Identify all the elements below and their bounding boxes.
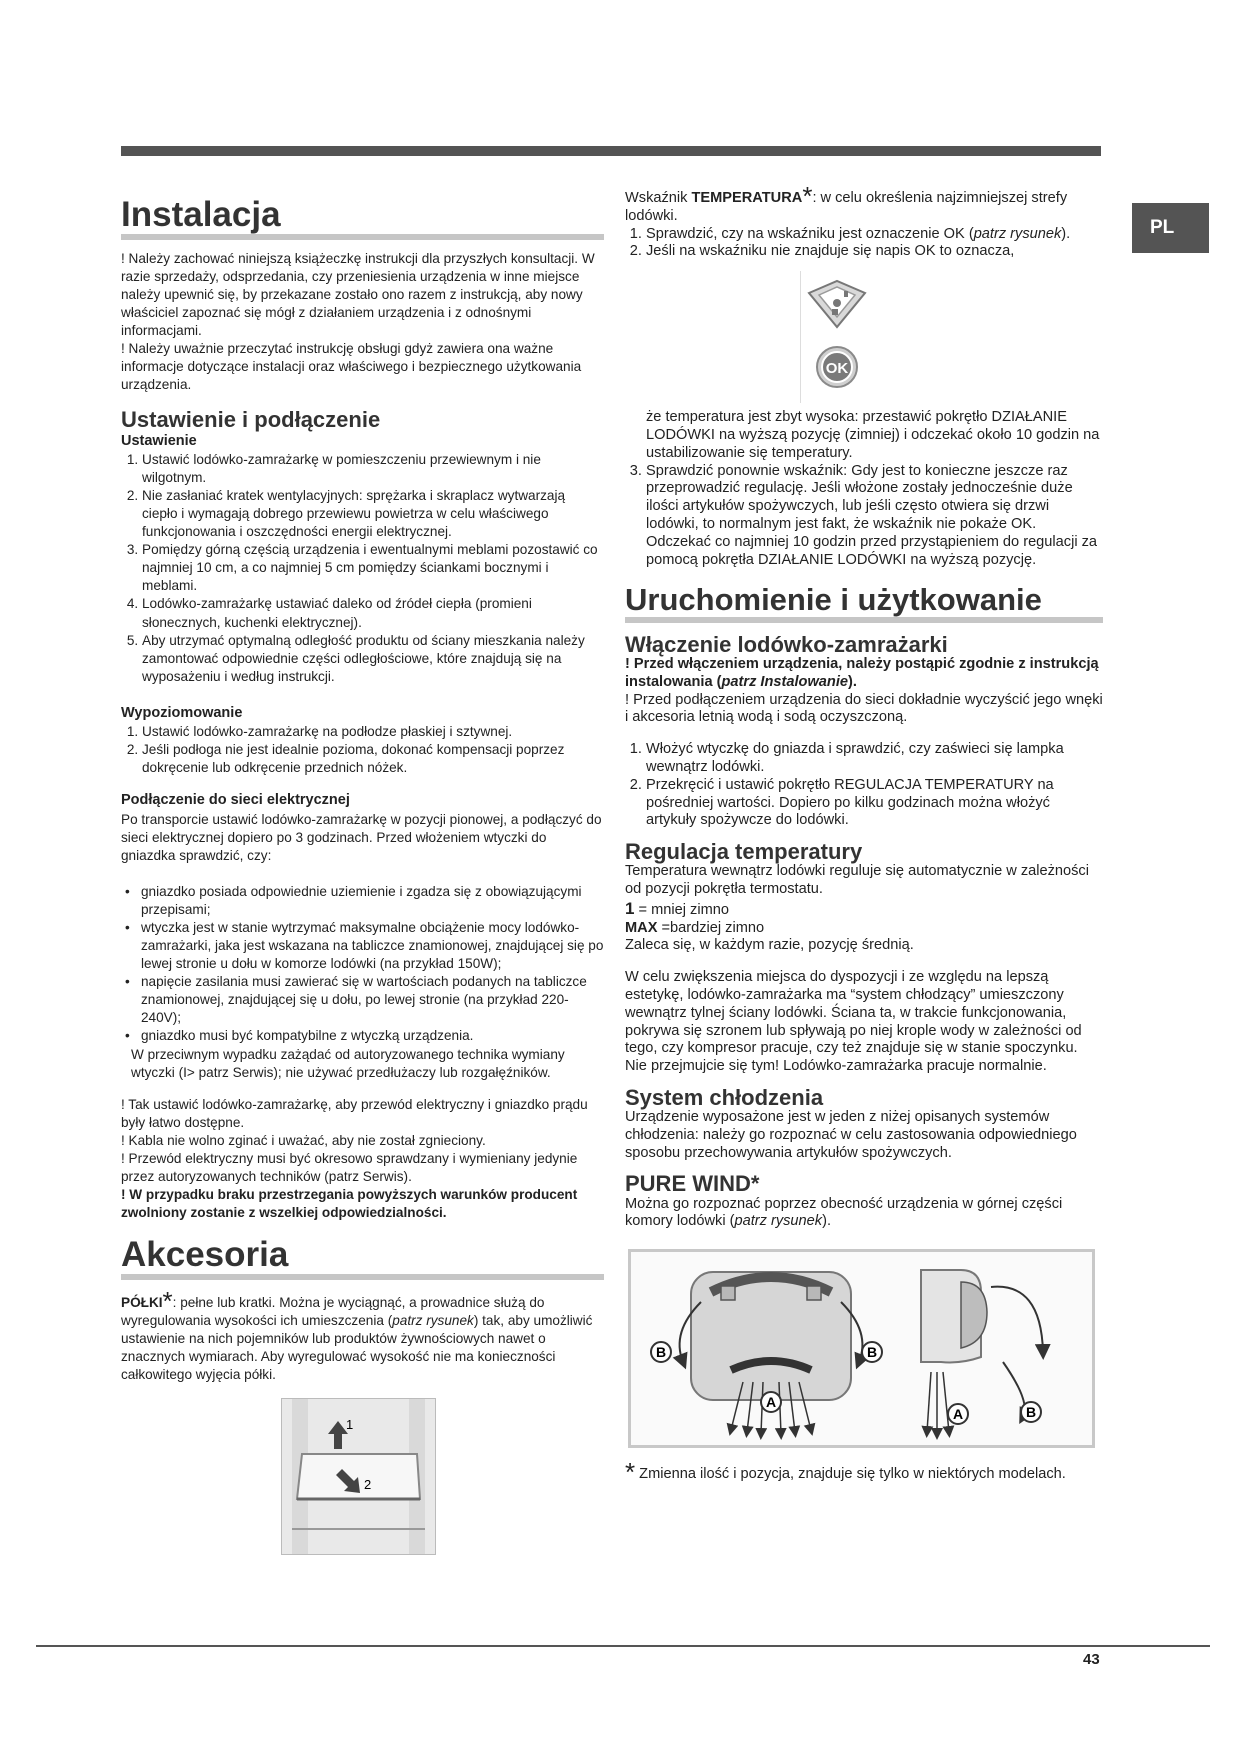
section-title-instalacja: Instalacja <box>121 196 604 240</box>
heading-regulacja: Regulacja temperatury <box>625 839 863 865</box>
asterisk: * <box>625 1457 636 1488</box>
label-b-left: B <box>655 1344 667 1361</box>
heading-ustawienie-podlaczenie: Ustawienie i podłączenie <box>121 407 381 433</box>
system-chlodzacy-paragraph: W celu zwiększenia miejsca do dyspozycji i ze względu na lepszą estetykę, lodówko-zamrażarka ma “system chłodzący” umieszczony wewnątrz tylnej ściany lodówki. Ściana ta, w trakcie funkcjonowania, pokrywa się szronem lub spływają po niej krople wody w zależności od tego, czy kompresor pracuje, czy też znajduje się w stanie spoczynku. Nie przejmujcie się tym! Lodówko-zamrażarka pracuje normalnie. <box>625 969 1082 1075</box>
label-a-side: A <box>952 1406 964 1423</box>
heading-pure-wind: PURE WIND* <box>625 1171 760 1197</box>
wskaznik-paragraph: Wskaźnik TEMPERATURA*: w celu określenia najzimniejszej strefy lodówki. <box>625 181 1068 224</box>
subheading-wypoziomowanie: Wypoziomowanie <box>121 704 243 721</box>
list-item: 5. Aby utrzymać optymalną odległość produktu od ściany mieszkania należy zamontować odpowiednie części odległościowe, które znajdują się na wyposażeniu i według instrukcji. <box>142 632 604 686</box>
list-item: • gniazdko musi być kompatybilne z wtyczką urządzenia. <box>141 1027 604 1045</box>
wlaczenie-warning: ! Przed podłączeniem urządzenia do sieci dokładnie wyczyścić jego wnęki i akcesoria letnią wodą i sodą oczyszczoną. <box>625 691 1103 726</box>
language-tab: PL <box>1132 203 1209 253</box>
subheading-siec: Podłączenie do sieci elektrycznej <box>121 792 350 809</box>
asterisk: * <box>802 181 813 211</box>
list-item: 1. Ustawić lodówko-zamrażarkę na podłodze płaskiej i sztywnej. <box>142 723 604 741</box>
subheading-ustawienie: Ustawienie <box>121 432 197 449</box>
polki-label: PÓŁKI <box>121 1295 163 1311</box>
pure-wind-drawing <box>631 1252 1092 1445</box>
label-a-front: A <box>765 1394 777 1411</box>
label-b-right: B <box>866 1344 878 1361</box>
heading-system-chlodzenia: System chłodzenia <box>625 1084 824 1110</box>
list-item: 4. Lodówko-zamrażarkę ustawiać daleko od źródeł ciepła (promieni słonecznych, kuchenki elektrycznej). <box>142 595 604 631</box>
list-item: 1. Ustawić lodówko-zamrażarkę w pomieszczeniu przewiewnym i nie wilgotnym. <box>142 451 604 487</box>
regulacja-recommendation: Zaleca się, w każdym razie, pozycję średnią. <box>625 937 914 954</box>
wypoziomowanie-list <box>121 723 604 777</box>
regulacja-setting-max: MAX =bardziej zimno <box>625 919 765 936</box>
list-item: 2. Jeśli podłoga nie jest idealnie pozioma, dokonać kompensacji poprzez dokręcenie lub odkręcenie przednich nóżek. <box>142 741 604 777</box>
system-paragraph: Urządzenie wyposażone jest w jeden z niżej opisanych systemów chłodzenia: należy go rozpoznać w celu zastosowania odpowiedniego sposobu przechowywania artykułów spożywczych. <box>625 1109 1077 1161</box>
regulacja-paragraph: Temperatura wewnątrz lodówki reguluje się automatycznie w zależności od pozycji pokrętła termostatu. <box>625 863 1089 897</box>
top-rule <box>121 146 1101 156</box>
list-item: 2. Przekręcić i ustawić pokrętło REGULACJA TEMPERATURY na pośredniej wartości. Dopiero po kilku godzinach można włożyć artykuły spożywcze do lodówki. <box>646 777 1103 830</box>
siec-else-paragraph: W przeciwnym wypadku zażądać od autoryzowanego technika wymiany wtyczki (I> patrz Serwis); nie używać przedłużaczy lub rozgałęźników. <box>131 1046 565 1080</box>
regulacja-setting-1: 1 = mniej zimno <box>625 898 729 918</box>
shelf-drawing <box>282 1399 435 1554</box>
ok-label: OK <box>825 360 849 378</box>
list-item: 3. Sprawdzić ponownie wskaźnik: Gdy jest to konieczne jeszcze raz przeprowadzić regulację. Jeśli włożone zostały jednocześnie duże ilości artykułów spożywczych, lub jeśli często otwiera się drzwi lodówki, to normalnym jest fakt, że wskaźnik nie pokaże OK. Odczekać co najmniej 10 godzin przed przystąpieniem do regulacji za pomocą pokrętła DZIAŁANIE LODÓWKI na wyższą pozycję. <box>646 463 1103 570</box>
heading-wlaczenie: Włączenie lodówko-zamrażarki <box>625 631 948 657</box>
bottom-rule <box>36 1645 1210 1647</box>
list-item: 3. Pomiędzy górną częścią urządzenia i ewentualnymi meblami pozostawić co najmniej 10 cm, a co najmniej 5 cm pomiędzy ściankami bocznymi i meblami. <box>142 541 604 595</box>
warning-4: ! W przypadku braku przestrzegania powyższych warunków producent zwolniony zostanie z wszelkiej odpowiedzialności. <box>121 1187 578 1221</box>
warning-2: ! Kabla nie wolno zginać i uważać, aby nie został zgnieciony. <box>121 1132 486 1148</box>
warning-1: ! Tak ustawić lodówko-zamrażarkę, aby przewód elektryczny i gniazdko prądu były łatwo dostępne. <box>121 1096 588 1130</box>
warning-3: ! Przewód elektryczny musi być okresowo sprawdzany i wymieniany jedynie przez autoryzowanych techników (patrz Serwis). <box>121 1150 578 1185</box>
intro-paragraph-2: ! Należy uważnie przeczytać instrukcję obsługi gdyż zawiera ona ważne informacje dotyczące instalacji oraz właściwego i bezpiecznego użytkowania urządzenia. <box>121 341 582 393</box>
wlaczenie-list <box>625 741 1103 830</box>
wskaznik-list <box>625 226 1103 262</box>
list-item: 2. Jeśli na wskaźniku nie znajduje się napis OK to oznacza, <box>646 243 1103 261</box>
wlaczenie-warning-bold: ! Przed włączeniem urządzenia, należy postąpić zgodnie z instrukcją instalowania (patrz Instalowanie). <box>625 655 1099 690</box>
page-number: 43 <box>1083 1651 1100 1668</box>
list-item: • wtyczka jest w stanie wytrzymać maksymalne obciążenie mocy lodówko-zamrażarki, jaka jest wskazana na tabliczce znamionowej, znajdującej się po lewej stronie u dołu w komorze lodówki (na przykład 150W); <box>141 919 604 973</box>
list-item: 2. Nie zasłaniać kratek wentylacyjnych: sprężarka i skraplacz wytwarzają ciepło i wymagają dobrego przewiewu powietrza w celu właściwego funkcjonowania i oszczędności energii elektrycznej. <box>142 487 604 541</box>
ustawienie-list <box>121 451 604 686</box>
wskaznik-list-continued <box>625 463 1103 570</box>
siec-paragraph: Po transporcie ustawić lodówko-zamrażarkę w pozycji pionowej, a podłączyć do sieci elektrycznej dopiero po 3 godzinach. Przed włożeniem wtyczki do gniazdka sprawdzić, czy: <box>121 811 602 863</box>
wskaznik-continuation: że temperatura jest zbyt wysoka: przestawić pokrętło DZIAŁANIE LODÓWKI na wyższą pozycję (zimniej) i odczekać około 10 godzin na ustabilizowanie się temperatury. <box>646 409 1100 461</box>
polki-paragraph: PÓŁKI*: pełne lub kratki. Można je wyciągnąć, a prowadnice służą do wyregulowania wysokości ich umieszczenia (patrz rysunek) tak, aby umożliwić ustawienie na nich pojemników lub produktów żywnościowych nawet o znacznych wymiarach. Aby wyregulować wysokość nie ma konieczności całkowitego wyjęcia półki. <box>121 1286 593 1383</box>
right-column <box>625 181 1103 1488</box>
label-b-side: B <box>1025 1404 1037 1421</box>
shelf-label-1: 1 <box>346 1417 354 1433</box>
left-column <box>121 196 604 1555</box>
list-item: • napięcie zasilania musi zawierać się w wartościach podanych na tabliczce znamionowej, znajdującej się u dołu, po lewej stronie (na przykład 220-240V); <box>141 973 604 1027</box>
ok-indicator-icon <box>801 271 874 403</box>
section-title-akcesoria: Akcesoria <box>121 1236 604 1280</box>
section-title-uruchomienie: Uruchomienie i użytkowanie <box>625 583 1103 622</box>
pure-wind-paragraph: Można go rozpoznać poprzez obecność urządzenia w górnej części komory lodówki (patrz rysunek). <box>625 1195 1063 1230</box>
list-item: • gniazdko posiada odpowiednie uziemienie i zgadza się z obowiązującymi przepisami; <box>141 883 604 919</box>
shelf-label-2: 2 <box>364 1477 372 1493</box>
intro-paragraph-1: ! Należy zachować niniejszą książeczkę instrukcji dla przyszłych konsultacji. W razie sprzedaży, odsprzedania, czy przeniesienia urządzenia w inne miejsce należy upewnić się, by przekazane zostało ono razem z instrukcją, aby nowy właściciel zapoznać się mógł z działaniem urządzenia i z odnośnymi informacjami. <box>121 250 595 339</box>
list-item: 1. Włożyć wtyczkę do gniazda i sprawdzić, czy zaświeci się lampka wewnątrz lodówki. <box>646 741 1103 777</box>
siec-checklist <box>121 883 604 1046</box>
pure-wind-illustration <box>628 1249 1095 1448</box>
temperature-indicator-figure <box>800 271 874 403</box>
footnote: * Zmienna ilość i pozycja, znajduje się tylko w niektórych modelach. <box>625 1457 1066 1488</box>
shelf-illustration <box>281 1398 436 1555</box>
asterisk: * <box>162 1286 173 1317</box>
list-item: 1. Sprawdzić, czy na wskaźniku jest oznaczenie OK (patrz rysunek). <box>646 226 1103 244</box>
